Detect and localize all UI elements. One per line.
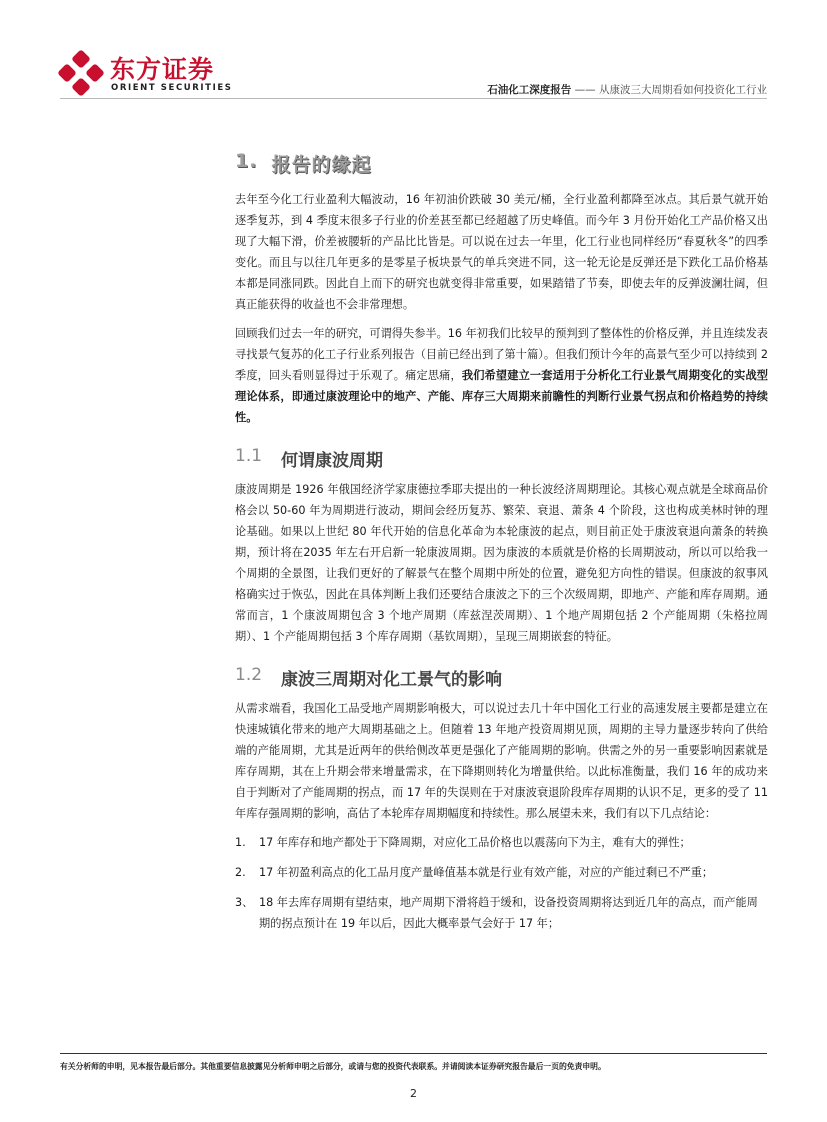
company-logo	[58, 48, 248, 98]
section-number: 1.1	[235, 446, 263, 466]
report-header-title	[487, 82, 767, 97]
paragraph: 从需求端看，我国化工品受地产周期影响极大，可以说过去几十年中国化工行业的高速发展主要都是建立在快速城镇化带来的地产大周期基础之上。但随着 13 年地产投资周期见顶，周期的主导力量逐步转向了供给端的产能周期，尤其是近两年的供给侧改革更是强化了产能周期的影响。供需之外的另一重要影响因素就是库存周期，其在上升期会带来增量需求，在下降期则转化为增量供给。以此标准衡量，我们 16 年的成功来自于判断对了产能周期的拐点，而 17 年的失误则在于对康波衰退阶段库存周期的认识不足，更多的受了 11 年库存强周期的影响，高估了本轮库存周期幅度和持续性。那么展望未来，我们有以下几点结论：	[235, 702, 768, 820]
footer-divider	[60, 1053, 767, 1054]
section-number: 1.2	[235, 665, 263, 685]
report-type: 石油化工深度报告	[487, 84, 572, 96]
section-title: 康波三周期对化工景气的影响	[281, 670, 502, 690]
paragraph	[235, 323, 768, 428]
section-title: 何谓康波周期	[281, 451, 383, 471]
section-number: 1.	[235, 150, 258, 172]
list-item-number: 2.	[235, 866, 246, 879]
section-1-1-heading	[235, 446, 768, 471]
list-item-text: 17 年库存和地产都处于下降周期，对应化工品价格也以震荡向下为主，难有大的弹性；	[259, 836, 691, 849]
header-divider	[60, 98, 767, 99]
conclusion-list	[235, 832, 768, 934]
report-subtitle: 从康波三大周期看如何投资化工行业	[599, 84, 767, 96]
list-item-text: 17 年初盈利高点的化工品月度产量峰值基本就是行业有效产能，对应的产能过剩已不严重；	[259, 866, 714, 879]
paragraph-text: 回顾我们过去一年的研究，可谓得失参半。16 年初我们比较早的预判到了整体性的价格反弹，并且连续发表寻找景气复苏的化工子行业系列报告（目前已经出到了第十篇）。但我们预计今年的高景气至少可以持续到 2 季度，回头看则显得过于乐观了。痛定思痛，	[235, 327, 768, 382]
page-number: 2	[410, 1087, 417, 1100]
list-item	[235, 832, 768, 853]
list-item-number: 1.	[235, 836, 246, 849]
orient-logo-icon	[58, 50, 104, 96]
logo-english-name: ORIENT SECURITIES	[111, 83, 233, 93]
section-1-2-heading	[235, 665, 768, 690]
report-body	[235, 150, 768, 943]
section-title: 报告的缘起	[271, 154, 372, 176]
footer-disclaimer: 有关分析师的申明，见本报告最后部分。其他重要信息披露见分析师申明之后部分，或请与您的投资代表联系。并请阅读本证券研究报告最后一页的免责申明。	[60, 1062, 606, 1071]
list-item-number: 3、	[235, 896, 254, 909]
paragraph: 去年至今化工行业盈利大幅波动，16 年初油价跌破 30 美元/桶，全行业盈利都降至冰点。其后景气就开始逐季复苏，到 4 季度末很多子行业的价差甚至都已经超越了历史峰值。而今年 3 月份开始化工产品价格又出现了大幅下滑，价差被腰斩的产品比比皆是。可以说在过去一年里，化工行业也同样经历“春夏秋冬”的四季变化。而且与以往几年更多的是零星子板块景气的单兵突进不同，这一轮无论是反弹还是下跌化工品价格基本都是同涨同跌。因此自上而下的研究也就变得非常重要，如果踏错了节奏，即使去年的反弹波澜壮阔，但真正能获得的收益也不会非常理想。	[235, 193, 768, 311]
list-item	[235, 892, 768, 934]
emphasis-text: 我们希望建立一套适用于分析化工行业景气周期变化的实战型理论体系，即通过康波理论中的地产、产能、库存三大周期来前瞻性的判断行业景气拐点和价格趋势的持续性。	[235, 369, 768, 424]
section-1-heading	[235, 150, 768, 177]
list-item	[235, 862, 768, 883]
paragraph: 康波周期是 1926 年俄国经济学家康德拉季耶夫提出的一种长波经济周期理论。其核心观点就是全球商品价格会以 50-60 年为周期进行波动，期间会经历复苏、繁荣、衰退、萧条 4 个阶段，这也构成美林时钟的理论基础。如果以上世纪 80 年代开始的信息化革命为本轮康波的起点，则目前正处于康波衰退向萧条的转换期，预计将在2035 年左右开启新一轮康波周期。因为康波的本质就是价格的长周期波动，所以可以给我一个周期的全景图，让我们更好的了解景气在整个周期中所处的位置，避免犯方向性的错误。但康波的叙事风格确实过于恢弘，因此在具体判断上我们还要结合康波之下的三个次级周期，即地产、产能和库存周期。通常而言，1 个康波周期包含 3 个地产周期（库兹涅茨周期）、1 个地产周期包括 2 个产能周期（朱格拉周期）、1 个产能周期包括 3 个库存周期（基钦周期），呈现三周期嵌套的特征。	[235, 483, 768, 643]
list-item-text: 18 年去库存周期有望结束，地产周期下滑将趋于缓和，设备投资周期将达到近几年的高点，而产能周期的拐点预计在 19 年以后，因此大概率景气会好于 17 年；	[259, 896, 758, 930]
header-separator: ——	[574, 84, 596, 96]
logo-chinese-name: 东方证券	[110, 55, 215, 84]
